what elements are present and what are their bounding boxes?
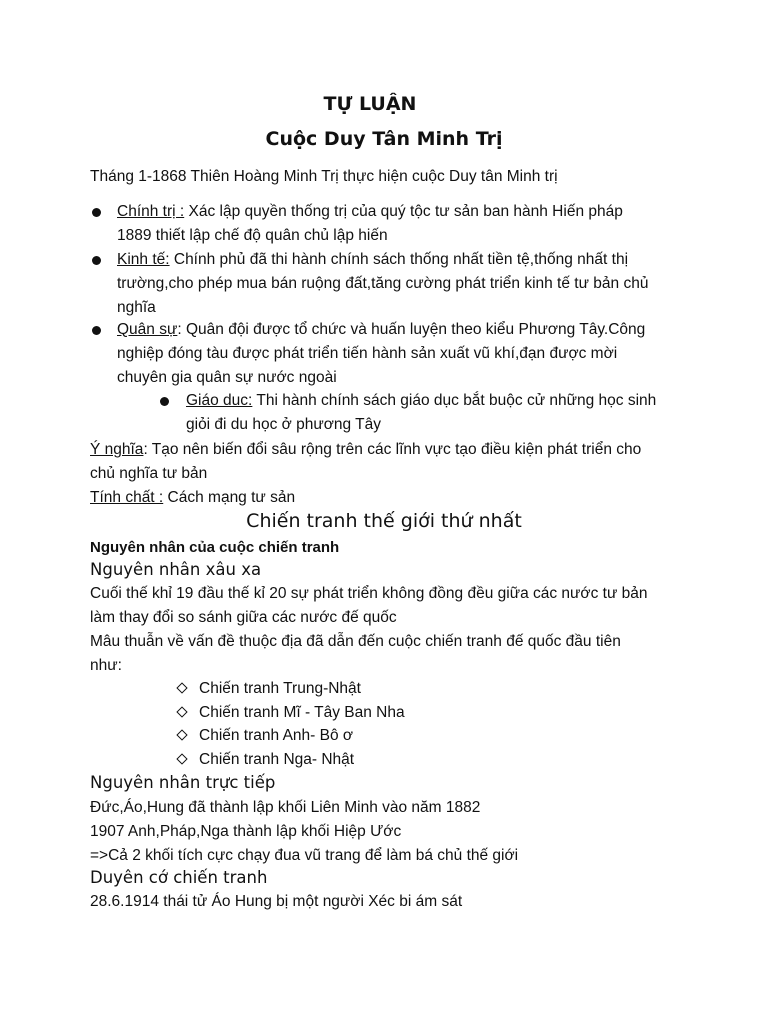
remote-line: Mâu thuẫn về vấn đề thuộc địa đã dẫn đến cuộc chiến tranh đế quốc đầu tiên <box>90 633 621 650</box>
diamond-bullet-icon <box>176 706 187 717</box>
bullet-military-cont: nghiệp đóng tàu được phát triển tiến hành sản xuất vũ khí,đạn được mời <box>117 345 618 362</box>
intro-line: Tháng 1-1868 Thiên Hoàng Minh Trị thực hiện cuộc Duy tân Minh trị <box>90 168 558 185</box>
direct-line: 1907 Anh,Pháp,Nga thành lập khối Hiệp Ước <box>90 823 402 840</box>
bullet-education-cont: giỏi đi du học ở phương Tây <box>186 416 382 433</box>
diamond-bullet-icon <box>176 682 187 693</box>
war-item: Chiến tranh Mĩ - Tây Ban Nha <box>199 704 405 721</box>
direct-line: Đức,Áo,Hung đã thành lập khối Liên Minh vào năm 1882 <box>90 799 481 816</box>
text: Cách mạng tư sản <box>163 489 296 506</box>
label-education: Giáo duc: <box>186 392 253 409</box>
doc-subtitle: Cuộc Duy Tân Minh Trị <box>265 128 503 150</box>
bullet-dot <box>160 397 169 406</box>
trigger-heading: Duyên cớ chiến tranh <box>90 868 268 887</box>
label-politics: Chính trị : <box>117 203 185 220</box>
text: Xác lập quyền thống trị của quý tộc tư sản ban hành Hiến pháp <box>184 203 623 220</box>
bullet-politics <box>117 200 623 224</box>
section-title: Chiến tranh thế giới thứ nhất <box>246 510 522 532</box>
bullet-economy-cont: trường,cho phép mua bán ruộng đất,tăng cường phát triển kinh tế tư bản chủ <box>117 275 649 292</box>
doc-title: TỰ LUẬN <box>323 93 417 115</box>
label-nature: Tính chất : <box>90 489 164 506</box>
significance-cont: chủ nghĩa tư bản <box>90 465 208 482</box>
bullet-military <box>117 318 645 342</box>
trigger-line: 28.6.1914 thái tử Áo Hung bị một người Xéc bi ám sát <box>90 893 463 910</box>
remote-cause-heading: Nguyên nhân xâu xa <box>90 560 262 579</box>
significance-line <box>90 438 641 462</box>
war-item: Chiến tranh Anh- Bô ơ <box>199 727 354 744</box>
bullet-economy <box>117 248 628 272</box>
text: Chính phủ đã thi hành chính sách thống nhất tiền tệ,thống nhất thị <box>169 251 629 268</box>
war-item: Chiến tranh Trung-Nhật <box>199 680 361 697</box>
text: : Quân đội được tổ chức và huấn luyện theo kiểu Phương Tây.Công <box>177 321 646 338</box>
nature-line <box>90 486 295 510</box>
remote-line: Cuối thế khỉ 19 đầu thế kỉ 20 sự phát triển không đồng đều giữa các nước tư bản <box>90 585 648 602</box>
direct-cause-heading: Nguyên nhân trực tiếp <box>90 773 276 792</box>
label-military: Quân sự <box>117 321 178 338</box>
bullet-politics-cont: 1889 thiết lập chế độ quân chủ lập hiến <box>117 227 388 244</box>
label-significance: Ý nghĩa <box>90 441 144 458</box>
text: : Tạo nên biến đổi sâu rộng trên các lĩnh vực tạo điều kiện phát triển cho <box>143 441 642 458</box>
bullet-military-cont: chuyên gia quân sự nước ngoài <box>117 369 337 386</box>
diamond-bullet-icon <box>176 729 187 740</box>
causes-heading: Nguyên nhân của cuộc chiến tranh <box>90 539 340 556</box>
bullet-dot <box>92 326 101 335</box>
direct-line: =>Cả 2 khối tích cực chạy đua vũ trang để làm bá chủ thế giới <box>90 847 519 864</box>
remote-line: làm thay đổi so sánh giữa các nước đế quốc <box>90 609 397 626</box>
war-item: Chiến tranh Nga- Nhật <box>199 751 355 768</box>
label-economy: Kinh tế: <box>117 251 170 268</box>
remote-line: như: <box>90 657 122 674</box>
bullet-dot <box>92 256 101 265</box>
bullet-economy-cont: nghĩa <box>117 299 156 316</box>
diamond-bullet-icon <box>176 753 187 764</box>
bullet-dot <box>92 208 101 217</box>
bullet-education <box>186 389 656 413</box>
text: Thi hành chính sách giáo dục bắt buộc cử những học sinh <box>252 392 657 409</box>
